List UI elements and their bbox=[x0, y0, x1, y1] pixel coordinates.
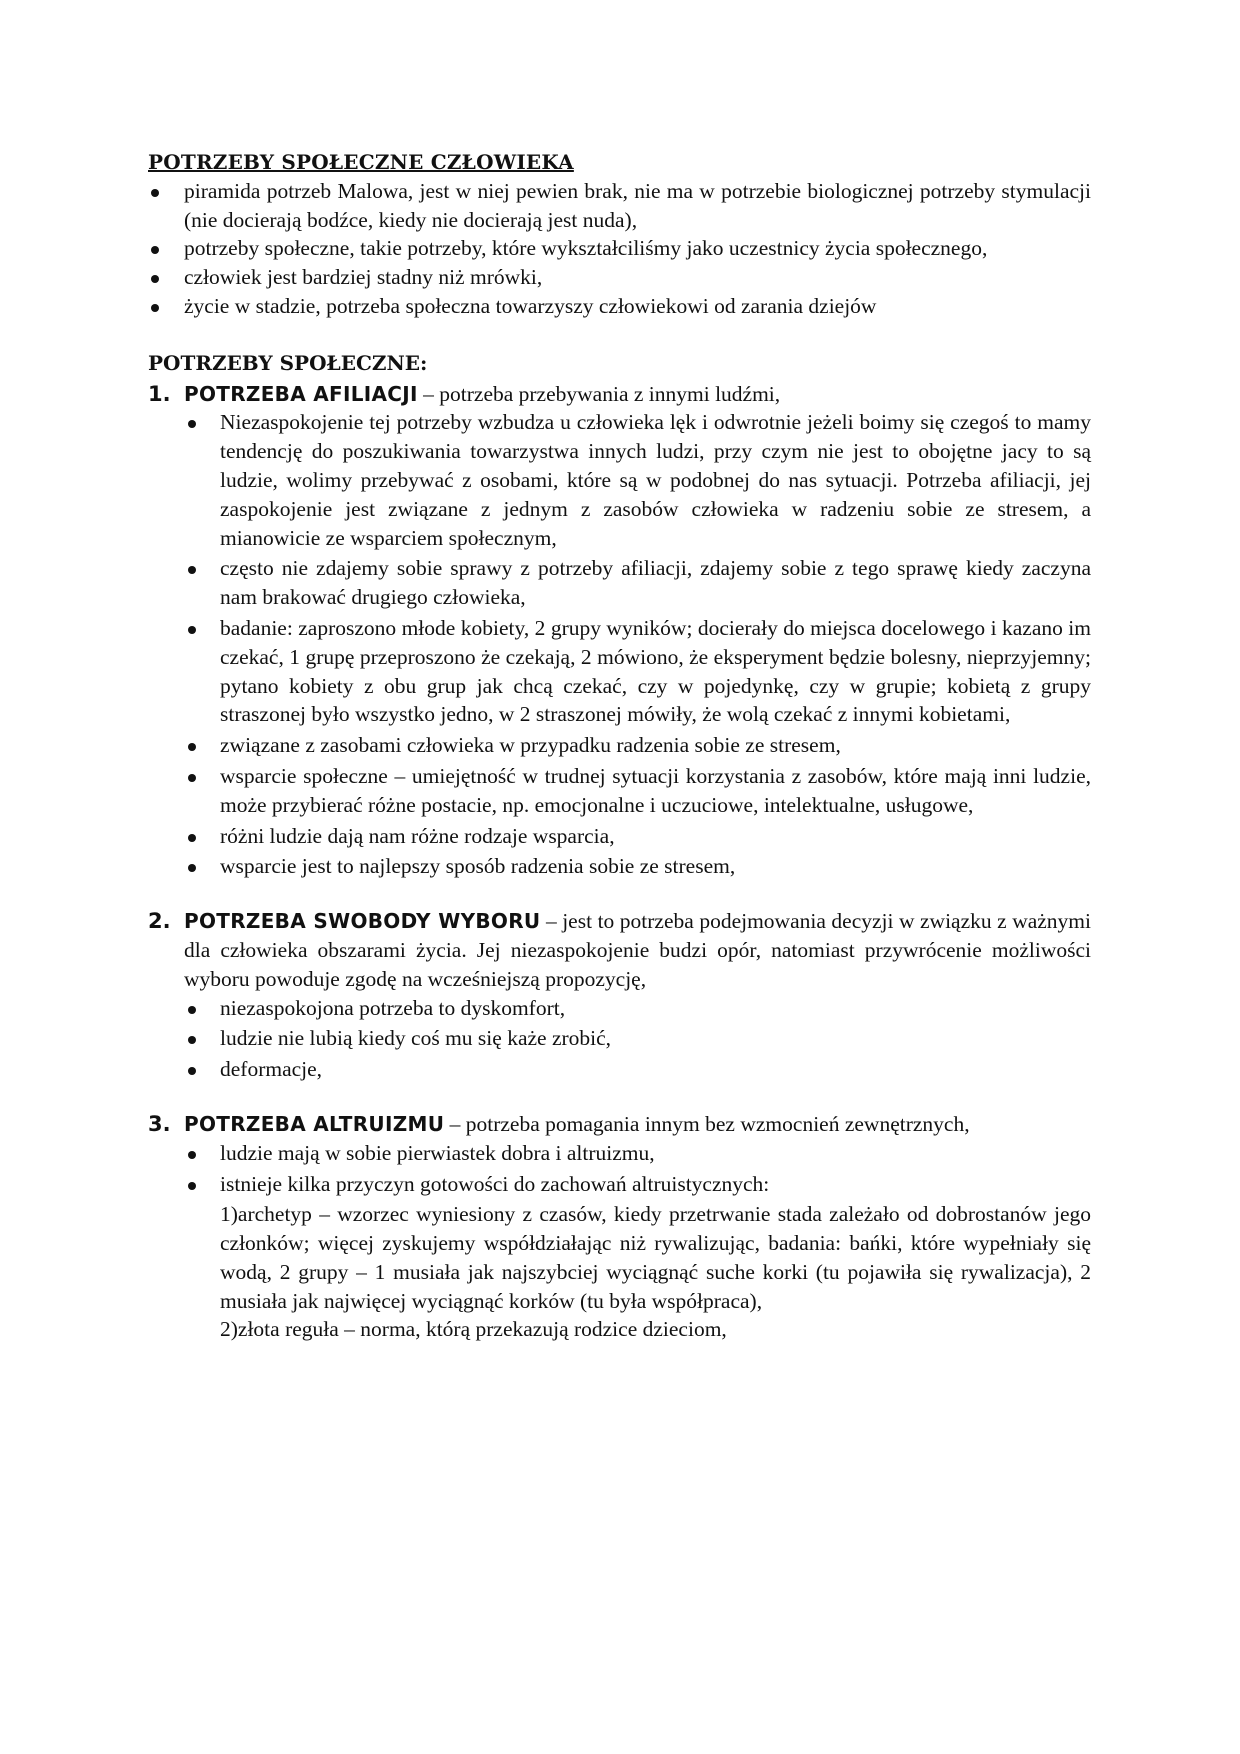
bullet-icon bbox=[151, 246, 159, 254]
list-item bbox=[184, 731, 1091, 760]
bullet-icon bbox=[188, 1006, 196, 1014]
section-heading-row bbox=[148, 380, 1091, 409]
bullet-icon bbox=[188, 1067, 196, 1075]
list-item bbox=[184, 614, 1091, 729]
list-item bbox=[148, 292, 1091, 321]
section-title: POTRZEBA AFILIACJI bbox=[184, 381, 418, 406]
list-item-text: deformacje, bbox=[220, 1057, 323, 1082]
reason-paragraph: 1)archetyp – wzorzec wyniesiony z czasów, kiedy przetrwanie stada zależało od dobrostanów jego członków; więcej zyskujemy współdziałając niż rywalizując, badania: bańki, które wypełniały się wodą, 2 grupy – 1 musiała jak najszybciej wyciągnąć suche korki (tu pojawiła się rywalizacja), 2 musiała jak najwięcej wyciągnąć korków (tu była współpraca), bbox=[220, 1202, 1091, 1313]
bullet-icon bbox=[188, 566, 196, 574]
list-item-text: ludzie mają w sobie pierwiastek dobra i altruizmu, bbox=[220, 1140, 655, 1165]
bullet-icon bbox=[188, 743, 196, 751]
list-item-text: badanie: zaproszono młode kobiety, 2 grupy wyników; docierały do miejsca docelowego i kazano im czekać, 1 grupę przeproszono że czekają, 2 mówiono, że eksperyment będzie bolesny, nieprzyjemny; pytano kobiety z obu grup jak chcą czekać, czy w pojedynkę, czy w grupie; kobietą z grupy straszonej było wszystko jedno, w 2 straszonej mówiły, że wolą czekać z innymi kobietami, bbox=[220, 615, 1091, 727]
section-description: – potrzeba przebywania z innymi ludźmi, bbox=[417, 381, 781, 406]
list-item-text: często nie zdajemy sobie sprawy z potrzeby afiliacji, zdajemy sobie z tego sprawę kiedy zaczyna nam brakować drugiego człowieka, bbox=[220, 556, 1091, 610]
reason-paragraph: 2)złota reguła – norma, którą przekazują rodzice dzieciom, bbox=[220, 1317, 727, 1342]
list-item bbox=[184, 408, 1091, 552]
list-item-text: wsparcie jest to najlepszy sposób radzenia sobie ze stresem, bbox=[220, 854, 736, 879]
section-number: 1. bbox=[148, 381, 171, 406]
list-item bbox=[148, 177, 1091, 235]
list-item-text: istnieje kilka przyczyn gotowości do zachowań altruistycznych: bbox=[220, 1171, 770, 1196]
section-description: – jest to potrzeba podejmowania decyzji w związku z ważnymi dla człowieka obszarami życia. Jej niezaspokojenie budzi opór, natomiast przywrócenie możliwości wyboru powoduje zgodę na wcześniejszą propozycję, bbox=[184, 909, 1092, 991]
section-bullet-list bbox=[184, 1139, 1091, 1199]
document-title: POTRZEBY SPOŁECZNE CZŁOWIEKA bbox=[148, 150, 574, 174]
list-item-text: wsparcie społeczne – umiejętność w trudnej sytuacji korzystania z zasobów, które mają inni ludzie, może przybierać różne postacie, np. emocjonalne i uczuciowe, intelektualne, usługowe, bbox=[220, 763, 1091, 817]
intro-bullet-list bbox=[148, 177, 1091, 321]
list-item-text: człowiek jest bardziej stadny niż mrówki, bbox=[184, 265, 543, 290]
bullet-icon bbox=[151, 275, 159, 283]
section-bullet-list bbox=[184, 994, 1091, 1084]
list-item bbox=[184, 822, 1091, 851]
document-content bbox=[148, 148, 1091, 1344]
section-number: 2. bbox=[148, 909, 171, 934]
section-body bbox=[148, 408, 1091, 881]
list-item-text: potrzeby społeczne, takie potrzeby, które wykształciliśmy jako uczestnicy życia społecznego, bbox=[184, 236, 988, 261]
list-item-text: Niezaspokojenie tej potrzeby wzbudza u człowieka lęk i odwrotnie jeżeli boimy się czegoś to mamy tendencję do poszukiwania towarzystwa innych ludzi, przy czym nie jest to obojętne jacy to są ludzie, wolimy przebywać z osobami, które są w podobnej do nas sytuacji. Potrzeba afiliacji, jej zaspokojenie jest związane z jednym z zasobów człowieka w radzeniu sobie ze stresem, a mianowicie ze wsparciem społecznym, bbox=[220, 410, 1091, 550]
list-item bbox=[184, 852, 1091, 881]
bullet-icon bbox=[188, 834, 196, 842]
bullet-icon bbox=[151, 189, 159, 197]
list-item bbox=[184, 1170, 1091, 1199]
list-item-text: życie w stadzie, potrzeba społeczna towarzyszy człowiekowi od zarania dziejów bbox=[184, 293, 877, 318]
bullet-icon bbox=[188, 626, 196, 634]
section-title: POTRZEBA ALTRUIZMU bbox=[184, 1111, 445, 1136]
list-item bbox=[184, 762, 1091, 820]
section-swoboda-wyboru bbox=[148, 907, 1091, 1084]
section-altruizm bbox=[148, 1110, 1091, 1344]
section-description: – potrzeba pomagania innym bez wzmocnień zewnętrznych, bbox=[444, 1111, 970, 1136]
section-subheading: POTRZEBY SPOŁECZNE: bbox=[148, 350, 428, 375]
section-number: 3. bbox=[148, 1111, 171, 1136]
list-item-text: piramida potrzeb Malowa, jest w niej pewien brak, nie ma w potrzebie biologicznej potrzeby stymulacji (nie docierają bodźce, kiedy nie docierają jest nuda), bbox=[184, 178, 1091, 232]
section-title: POTRZEBA SWOBODY WYBORU bbox=[184, 909, 541, 934]
bullet-icon bbox=[151, 304, 159, 312]
bullet-icon bbox=[188, 1182, 196, 1190]
list-item bbox=[148, 234, 1091, 263]
list-item-text: różni ludzie dają nam różne rodzaje wsparcia, bbox=[220, 823, 615, 848]
list-item-text: niezaspokojona potrzeba to dyskomfort, bbox=[220, 995, 566, 1020]
section-heading-row bbox=[148, 907, 1091, 993]
list-item bbox=[184, 1055, 1091, 1084]
section-afiliacja bbox=[148, 380, 1091, 882]
list-item bbox=[184, 554, 1091, 612]
list-item bbox=[184, 994, 1091, 1023]
bullet-icon bbox=[188, 420, 196, 428]
bullet-icon bbox=[188, 774, 196, 782]
list-item bbox=[184, 1024, 1091, 1053]
list-item bbox=[148, 263, 1091, 292]
bullet-icon bbox=[188, 1151, 196, 1159]
section-body bbox=[148, 994, 1091, 1084]
bullet-icon bbox=[188, 864, 196, 872]
list-item bbox=[184, 1139, 1091, 1168]
list-item-text: ludzie nie lubią kiedy coś mu się każe zrobić, bbox=[220, 1026, 612, 1051]
section-bullet-list bbox=[184, 408, 1091, 881]
section-body bbox=[148, 1139, 1091, 1345]
list-item-text: związane z zasobami człowieka w przypadku radzenia sobie ze stresem, bbox=[220, 733, 841, 758]
section-heading-row bbox=[148, 1110, 1091, 1139]
bullet-icon bbox=[188, 1036, 196, 1044]
